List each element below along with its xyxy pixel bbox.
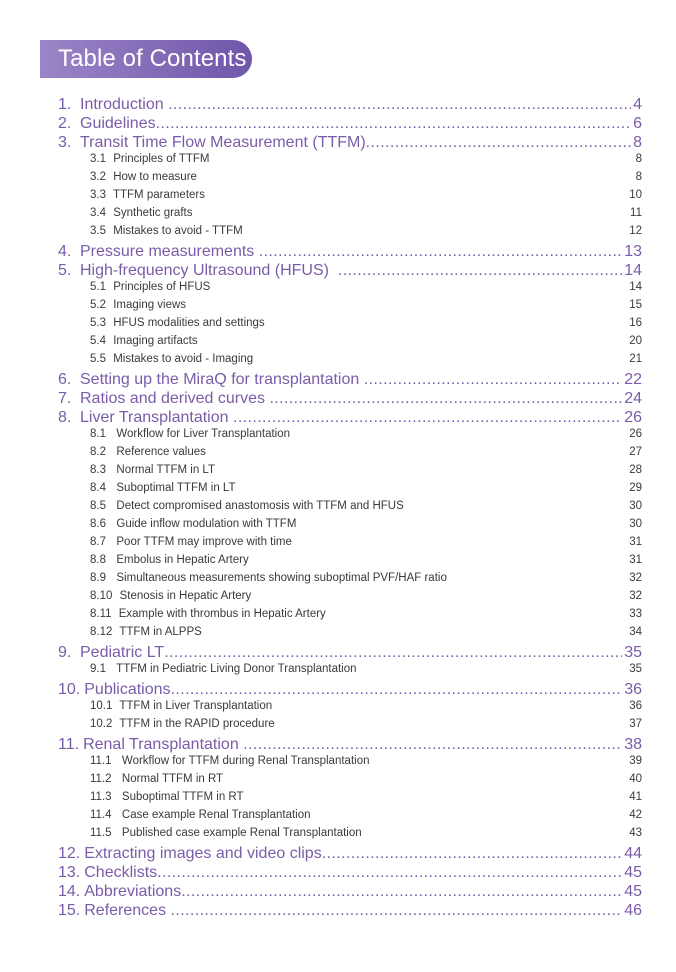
toc-page-number: 44 (624, 845, 642, 862)
toc-entry-title: Embolus in Hepatic Artery (110, 554, 249, 566)
toc-subsection-entry[interactable] (58, 773, 642, 791)
toc-entry-title: TTFM in Pediatric Living Donor Transplantation (110, 663, 357, 675)
toc-entry-title: Workflow for TTFM during Renal Transplantation (115, 755, 370, 767)
toc-dot-leader (366, 134, 631, 152)
toc-entry-title: TTFM in the RAPID procedure (116, 718, 275, 730)
toc-dot-leader (171, 902, 623, 920)
toc-page-number: 35 (624, 644, 642, 661)
toc-page-number: 26 (624, 409, 642, 426)
toc-entry-title: Mistakes to avoid - TTFM (110, 225, 243, 237)
toc-page-number: 39 (629, 755, 642, 767)
toc-page-number: 27 (629, 446, 642, 458)
toc-entry-number: 3.3 (90, 189, 106, 201)
toc-page-number: 33 (629, 608, 642, 620)
toc-subsection-entry[interactable] (58, 153, 642, 171)
toc-entry-number: 7. (58, 390, 72, 407)
toc-page-number: 14 (629, 281, 642, 293)
toc-entry-title: Suboptimal TTFM in RT (115, 791, 244, 803)
toc-entry-number: 10.1 (90, 700, 113, 712)
toc-entry-number: 5.4 (90, 335, 106, 347)
toc-page-number: 36 (629, 700, 642, 712)
toc-subsection-entry[interactable] (58, 207, 642, 225)
toc-entry-number: 3.5 (90, 225, 106, 237)
toc-dot-leader (364, 371, 622, 389)
toc-entry-number: 8. (58, 409, 72, 426)
toc-page-number: 8 (635, 171, 642, 183)
toc-dot-leader (181, 883, 622, 901)
toc-entry-title: Detect compromised anastomosis with TTFM and HFUS (110, 500, 404, 512)
toc-entry-title: High-frequency Ultrasound (HFUS) (80, 262, 338, 279)
toc-entry-title: Case example Renal Transplantation (115, 809, 311, 821)
toc-subsection-entry[interactable] (58, 572, 642, 590)
toc-subsection-entry[interactable] (58, 281, 642, 299)
toc-entry-title: Introduction (80, 96, 169, 113)
toc-section-entry[interactable] (58, 845, 642, 864)
toc-page-number: 45 (624, 883, 642, 900)
toc-subsection-entry[interactable] (58, 663, 642, 681)
toc-dot-leader (156, 115, 631, 133)
toc-entry-number: 12. (58, 845, 81, 862)
toc-page-number: 8 (633, 134, 642, 151)
toc-entry-title: Publications (84, 681, 171, 698)
toc-page-number: 10 (629, 189, 642, 201)
toc-entry-number: 11.5 (90, 827, 112, 839)
toc-page-number: 41 (629, 791, 642, 803)
toc-subsection-entry[interactable] (58, 482, 642, 500)
toc-entry-title: Ratios and derived curves (80, 390, 270, 407)
toc-page-number: 32 (629, 572, 642, 584)
toc-subsection-entry[interactable] (58, 518, 642, 536)
toc-entry-number: 8.3 (90, 464, 106, 476)
toc-entry-number: 1. (58, 96, 72, 113)
toc-page-number: 46 (624, 902, 642, 919)
toc-entry-title: Simultaneous measurements showing suboptimal PVF/HAF ratio (110, 572, 447, 584)
toc-subsection-entry[interactable] (58, 718, 642, 736)
toc-entry-number: 8.2 (90, 446, 106, 458)
toc-entry-number: 5.2 (90, 299, 106, 311)
toc-entry-title: Setting up the MiraQ for transplantation (80, 371, 364, 388)
toc-entry-title: References (84, 902, 171, 919)
toc-entry-number: 3.4 (90, 207, 106, 219)
toc-section-entry[interactable] (58, 883, 642, 902)
toc-entry-title: Workflow for Liver Transplantation (110, 428, 291, 440)
toc-entry-number: 8.1 (90, 428, 106, 440)
toc-section-entry[interactable] (58, 409, 642, 428)
toc-entry-title: Example with thrombus in Hepatic Artery (115, 608, 326, 620)
toc-page-number: 14 (624, 262, 642, 279)
toc-entry-number: 8.4 (90, 482, 106, 494)
toc-entry-title: Mistakes to avoid - Imaging (110, 353, 254, 365)
toc-page-number: 45 (624, 864, 642, 881)
toc-entry-title: Renal Transplantation (83, 736, 244, 753)
toc-dot-leader (322, 845, 623, 863)
toc-entry-title: Guidelines (80, 115, 156, 132)
toc-entry-title: How to measure (110, 171, 197, 183)
toc-page-number: 26 (629, 428, 642, 440)
toc-entry-number: 5.1 (90, 281, 106, 293)
toc-entry-title: TTFM parameters (110, 189, 205, 201)
toc-entry-title: Synthetic grafts (110, 207, 193, 219)
toc-section-entry[interactable] (58, 115, 642, 134)
toc-entry-number: 11.3 (90, 791, 112, 803)
toc-page-number: 20 (629, 335, 642, 347)
toc-section-entry[interactable] (58, 243, 642, 262)
toc-entry-number: 9.1 (90, 663, 106, 675)
toc-section-entry[interactable] (58, 644, 642, 663)
toc-entry-number: 8.9 (90, 572, 106, 584)
toc-entry-title: Stenosis in Hepatic Artery (116, 590, 252, 602)
toc-page-number: 24 (624, 390, 642, 407)
toc-entry-number: 14. (58, 883, 81, 900)
toc-page-number: 4 (633, 96, 642, 113)
toc-entry-number: 11.1 (90, 755, 112, 767)
toc-subsection-entry[interactable] (58, 536, 642, 554)
toc-section-entry[interactable] (58, 864, 642, 883)
toc-subsection-entry[interactable] (58, 608, 642, 626)
toc-title-banner (40, 40, 252, 78)
toc-subsection-entry[interactable] (58, 700, 642, 718)
toc-page-number: 37 (629, 718, 642, 730)
toc-entry-title: Checklists (84, 864, 158, 881)
toc-page-number: 6 (633, 115, 642, 132)
toc-subsection-entry[interactable] (58, 428, 642, 446)
toc-subsection-entry[interactable] (58, 809, 642, 827)
toc-entry-title: Liver Transplantation (80, 409, 233, 426)
toc-section-entry[interactable] (58, 371, 642, 390)
toc-dot-leader (233, 409, 622, 427)
toc-subsection-entry[interactable] (58, 791, 642, 809)
toc-entry-title: Abbreviations (84, 883, 182, 900)
toc-entry-title: Normal TTFM in LT (110, 464, 215, 476)
toc-subsection-entry[interactable] (58, 353, 642, 371)
toc-dot-leader (259, 243, 622, 261)
toc-section-entry[interactable] (58, 681, 642, 700)
toc-entry-number: 5.3 (90, 317, 106, 329)
toc-entry-number: 6. (58, 371, 72, 388)
toc-dot-leader (168, 96, 631, 114)
toc-subsection-entry[interactable] (58, 299, 642, 317)
toc-entry-number: 10.2 (90, 718, 113, 730)
toc-entry-title: Pressure measurements (80, 243, 259, 260)
toc-page-number: 38 (624, 736, 642, 753)
toc-page-number: 29 (629, 482, 642, 494)
toc-dot-leader (171, 681, 623, 699)
toc-subsection-entry[interactable] (58, 500, 642, 518)
toc-entry-title: Imaging artifacts (110, 335, 198, 347)
toc-subsection-entry[interactable] (58, 554, 642, 572)
toc-page-number: 8 (635, 153, 642, 165)
toc-subsection-entry[interactable] (58, 755, 642, 773)
toc-entry-number: 8.8 (90, 554, 106, 566)
toc-subsection-entry[interactable] (58, 464, 642, 482)
toc-section-entry[interactable] (58, 390, 642, 409)
toc-page-number: 35 (629, 663, 642, 675)
toc-entry-number: 8.10 (90, 590, 113, 602)
toc-entry-number: 5.5 (90, 353, 106, 365)
toc-subsection-entry[interactable] (58, 446, 642, 464)
toc-entry-title: Transit Time Flow Measurement (TTFM) (80, 134, 366, 151)
toc-entry-title: Poor TTFM may improve with time (110, 536, 292, 548)
toc-entry-number: 8.12 (90, 626, 113, 638)
toc-entry-number: 8.11 (90, 608, 112, 620)
toc-page-number: 11 (630, 207, 642, 219)
toc-page-number: 21 (629, 353, 642, 365)
toc-page-number: 34 (629, 626, 642, 638)
toc-entry-number: 2. (58, 115, 72, 132)
toc-entry-number: 11.4 (90, 809, 112, 821)
toc-subsection-entry[interactable] (58, 827, 642, 845)
toc-entry-number: 9. (58, 644, 72, 661)
toc-page-number: 30 (629, 518, 642, 530)
toc-entry-number: 4. (58, 243, 72, 260)
toc-page-number: 31 (629, 536, 642, 548)
toc-section-entry[interactable] (58, 262, 642, 281)
toc-entry-number: 13. (58, 864, 81, 881)
toc-entry-title: Reference values (110, 446, 206, 458)
toc-page-number: 16 (629, 317, 642, 329)
toc-entry-number: 15. (58, 902, 81, 919)
toc-entry-number: 11. (58, 736, 80, 753)
toc-entry-number: 10. (58, 681, 81, 698)
toc-dot-leader (164, 644, 622, 662)
toc-entry-number: 3.1 (90, 153, 106, 165)
toc-subsection-entry[interactable] (58, 189, 642, 207)
toc-page-number: 15 (629, 299, 642, 311)
toc-entry-number: 11.2 (90, 773, 112, 785)
toc-page-number: 30 (629, 500, 642, 512)
toc-subsection-entry[interactable] (58, 225, 642, 243)
toc-entry-title: Extracting images and video clips (84, 845, 322, 862)
toc-section-entry[interactable] (58, 736, 642, 755)
toc-section-entry[interactable] (58, 134, 642, 153)
page-title: Table of Contents (58, 45, 247, 72)
toc-page-number: 31 (629, 554, 642, 566)
toc-page-number: 22 (624, 371, 642, 388)
toc-subsection-entry[interactable] (58, 590, 642, 608)
toc-dot-leader (269, 390, 622, 408)
toc-page-number: 12 (629, 225, 642, 237)
toc-entry-number: 8.5 (90, 500, 106, 512)
toc-entry-title: Principles of TTFM (110, 153, 210, 165)
toc-entry-title: Published case example Renal Transplantation (115, 827, 362, 839)
toc-section-entry[interactable] (58, 902, 642, 921)
toc-page-number: 42 (629, 809, 642, 821)
toc-page-number: 40 (629, 773, 642, 785)
toc-entry-title: Suboptimal TTFM in LT (110, 482, 236, 494)
toc-subsection-entry[interactable] (58, 335, 642, 353)
toc-subsection-entry[interactable] (58, 626, 642, 644)
toc-entry-title: Normal TTFM in RT (115, 773, 224, 785)
toc-entry-number: 3. (58, 134, 72, 151)
toc-subsection-entry[interactable] (58, 171, 642, 189)
toc-entry-title: Pediatric LT (80, 644, 165, 661)
toc-subsection-entry[interactable] (58, 317, 642, 335)
table-of-contents (58, 96, 642, 921)
toc-page-number: 13 (624, 243, 642, 260)
toc-entry-title: Guide inflow modulation with TTFM (110, 518, 297, 530)
toc-entry-title: TTFM in ALPPS (116, 626, 202, 638)
toc-page-number: 43 (629, 827, 642, 839)
toc-entry-number: 5. (58, 262, 72, 279)
toc-section-entry[interactable] (58, 96, 642, 115)
toc-entry-title: Principles of HFUS (110, 281, 211, 293)
toc-entry-title: TTFM in Liver Transplantation (116, 700, 273, 712)
toc-entry-number: 3.2 (90, 171, 106, 183)
toc-dot-leader (157, 864, 622, 882)
toc-entry-title: Imaging views (110, 299, 187, 311)
toc-entry-number: 8.7 (90, 536, 106, 548)
toc-page-number: 32 (629, 590, 642, 602)
toc-dot-leader (338, 262, 622, 280)
toc-page-number: 36 (624, 681, 642, 698)
toc-page-number: 28 (629, 464, 642, 476)
toc-entry-title: HFUS modalities and settings (110, 317, 265, 329)
toc-entry-number: 8.6 (90, 518, 106, 530)
toc-dot-leader (243, 736, 622, 754)
